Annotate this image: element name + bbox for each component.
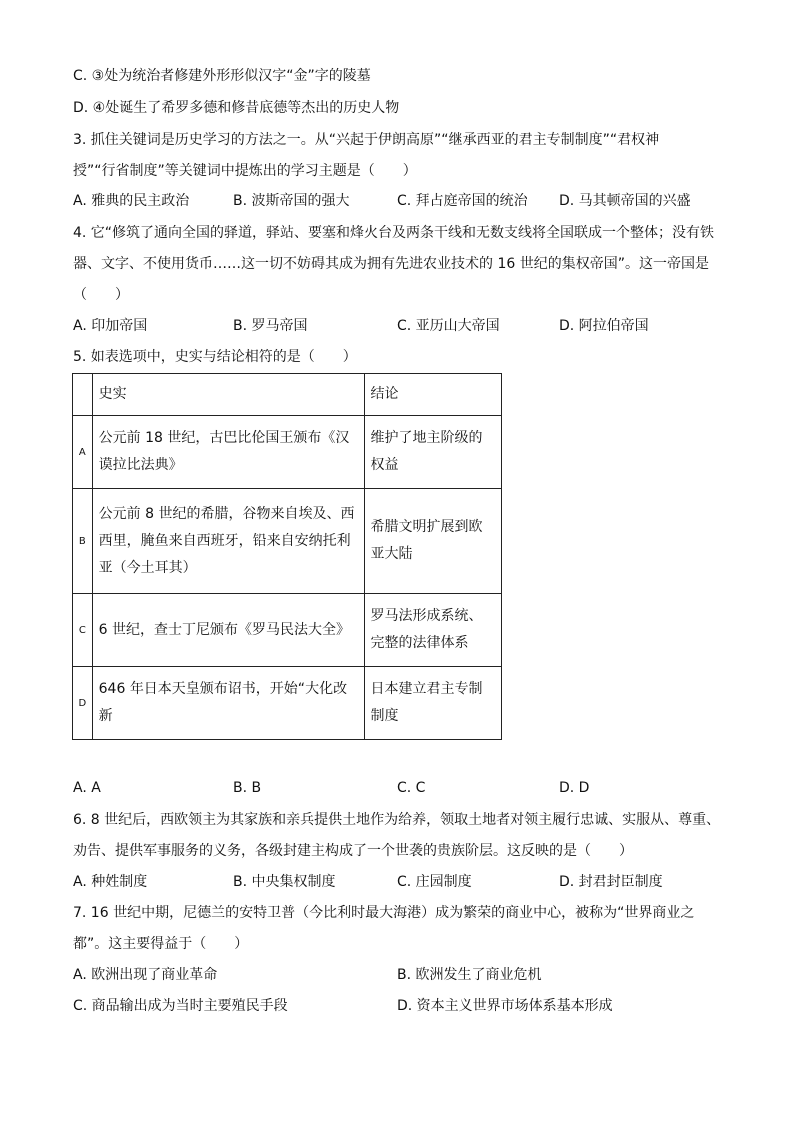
q7-option-b[interactable]: B. 欧洲发生了商业危机 (397, 967, 542, 983)
q6-stem-line1: 6. 8 世纪后，西欧领主为其家族和亲兵提供土地作为给养，领取土地者对领主履行忠诚、实服从、尊重、 (73, 812, 721, 828)
header-label-cell (73, 374, 93, 416)
q5-table (72, 373, 502, 740)
q3-stem-line2: 授”“行省制度”等关键词中提炼出的学习主题是（ ） (73, 163, 417, 179)
q6-option-b[interactable]: B. 中央集权制度 (233, 874, 336, 890)
q3-option-c[interactable]: C. 拜占庭帝国的统治 (397, 193, 528, 209)
q3-option-a[interactable]: A. 雅典的民主政治 (73, 193, 190, 209)
q7-stem-line2: 都”。这主要得益于（ ） (73, 936, 249, 952)
row-fact: 公元前 8 世纪的希腊，谷物来自埃及、西西里，腌鱼来自西班牙，铅来自安纳托利亚（今土耳其） (92, 489, 364, 594)
q3-option-d[interactable]: D. 马其顿帝国的兴盛 (559, 193, 691, 209)
table-row (73, 416, 502, 489)
q5-option-a[interactable]: A. A (73, 780, 101, 796)
q4-option-d[interactable]: D. 阿拉伯帝国 (559, 318, 649, 334)
header-conclusion-cell: 结论 (364, 374, 502, 416)
row-fact: 646 年日本天皇颁布诏书，开始“大化改新 (92, 667, 364, 740)
q2-option-c: C. ③处为统治者修建外形形似汉字“金”字的陵墓 (73, 68, 371, 84)
q5-option-c[interactable]: C. C (397, 780, 426, 796)
q5-option-d[interactable]: D. D (559, 780, 590, 796)
row-conclusion: 罗马法形成系统、完整的法律体系 (364, 594, 502, 667)
row-conclusion: 日本建立君主专制制度 (364, 667, 502, 740)
row-label: D (73, 667, 93, 740)
q6-option-d[interactable]: D. 封君封臣制度 (559, 874, 663, 890)
row-fact: 公元前 18 世纪，古巴比伦国王颁布《汉谟拉比法典》 (92, 416, 364, 489)
table-header-row (73, 374, 502, 416)
q6-options (73, 872, 723, 892)
q5-stem: 5. 如表选项中，史实与结论相符的是（ ） (73, 349, 357, 365)
q4-option-a[interactable]: A. 印加帝国 (73, 318, 148, 334)
row-label: B (73, 489, 93, 594)
row-label: A (73, 416, 93, 489)
row-label: C (73, 594, 93, 667)
q7-options-row2 (73, 996, 723, 1016)
q4-options (73, 316, 723, 336)
q7-stem-line1: 7. 16 世纪中期，尼德兰的安特卫普（今比利时最大海港）成为繁荣的商业中心，被称为“世界商业之 (73, 905, 695, 921)
q5-options (73, 778, 723, 798)
q3-options (73, 191, 723, 211)
q7-options-row1 (73, 965, 723, 985)
q3-option-b[interactable]: B. 波斯帝国的强大 (233, 193, 350, 209)
row-conclusion: 希腊文明扩展到欧亚大陆 (364, 489, 502, 594)
q4-stem-line1: 4. 它“修筑了通向全国的驿道，驿站、要塞和烽火台及两条干线和无数支线将全国联成一个整体；没有铁 (73, 225, 715, 241)
q4-option-b[interactable]: B. 罗马帝国 (233, 318, 308, 334)
q3-stem-line1: 3. 抓住关键词是历史学习的方法之一。从“兴起于伊朗高原”“继承西亚的君主专制制度”“君权神 (73, 132, 660, 148)
q6-option-c[interactable]: C. 庄园制度 (397, 874, 472, 890)
q5-option-b[interactable]: B. B (233, 780, 262, 796)
table-row (73, 667, 502, 740)
q7-option-c[interactable]: C. 商品输出成为当时主要殖民手段 (73, 998, 288, 1014)
q4-stem-line2: 器、文字、不使用货币……这一切不妨碍其成为拥有先进农业技术的 16 世纪的集权帝国”。这一帝国是 (73, 256, 709, 272)
q4-stem-line3: （ ） (73, 287, 129, 303)
q2-option-d: D. ④处诞生了希罗多德和修昔底德等杰出的历史人物 (73, 100, 400, 116)
table-row (73, 489, 502, 594)
q7-option-d[interactable]: D. 资本主义世界市场体系基本形成 (397, 998, 613, 1014)
header-fact-cell: 史实 (92, 374, 364, 416)
q7-option-a[interactable]: A. 欧洲出现了商业革命 (73, 967, 218, 983)
q4-option-c[interactable]: C. 亚历山大帝国 (397, 318, 500, 334)
q6-option-a[interactable]: A. 种姓制度 (73, 874, 148, 890)
row-fact: 6 世纪，查士丁尼颁布《罗马民法大全》 (92, 594, 364, 667)
q6-stem-line2: 劝告、提供军事服务的义务，各级封建主构成了一个世袭的贵族阶层。这反映的是（ ） (73, 843, 633, 859)
row-conclusion: 维护了地主阶级的权益 (364, 416, 502, 489)
table-row (73, 594, 502, 667)
